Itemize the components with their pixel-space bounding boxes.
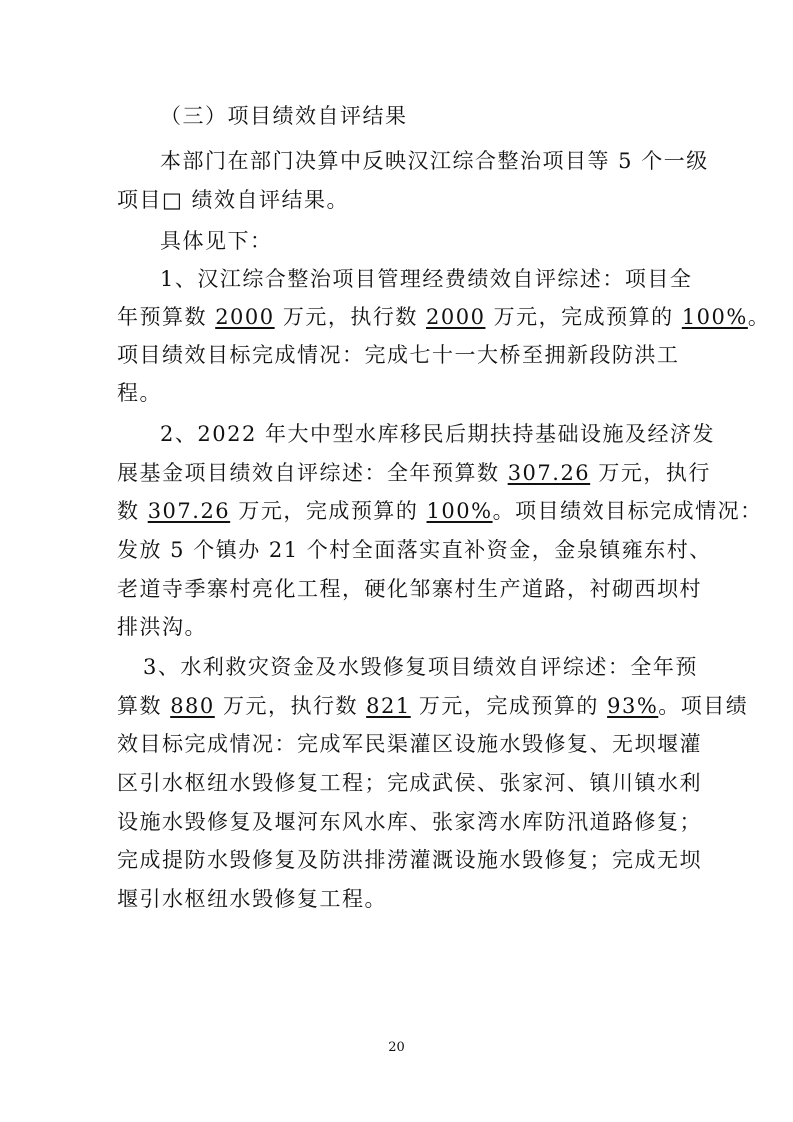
item2-line-3: [117, 496, 763, 526]
item2-line-2: [117, 458, 711, 488]
intro2-line: 具体见下：: [160, 229, 273, 253]
text: 万元，执行数: [274, 305, 426, 329]
item3-line-7: 堰引水枢纽水毁修复工程。: [117, 887, 387, 911]
item3-line-5: 设施水毁修复及堰河东风水库、张家湾水库防汛道路修复；: [117, 810, 702, 834]
executed-value: 821: [366, 694, 411, 718]
text: 展基金项目绩效自评综述：全年预算数: [117, 461, 508, 485]
intro-line-2: 项目□ 绩效自评结果。: [117, 188, 350, 212]
text: 万元，完成预算的: [230, 499, 427, 523]
text: 。项目绩: [658, 694, 749, 718]
text: 年预算数: [117, 305, 216, 329]
completion-rate: 93%: [607, 694, 659, 718]
item3-line-3: 效目标完成情况：完成军民渠灌区设施水毁修复、无坝堰灌: [117, 732, 702, 756]
budget-value: 2000: [215, 305, 275, 329]
text: 数: [117, 499, 148, 523]
item2-line-6: 排洪沟。: [117, 615, 207, 639]
executed-value: 307.26: [147, 499, 231, 523]
item1-line-3: 项目绩效目标完成情况：完成七十一大桥至拥新段防洪工: [117, 343, 680, 367]
budget-value: 880: [170, 694, 215, 718]
budget-value: 307.26: [507, 461, 591, 485]
text: 。项目绩效目标完成情况：: [492, 499, 763, 523]
item3-line-2: [117, 691, 749, 721]
item1-line-4: 程。: [117, 381, 162, 405]
section-heading: （三）项目绩效自评结果: [160, 104, 408, 128]
item1-line-1: 1、汉江综合整治项目管理经费绩效自评综述：项目全: [160, 267, 693, 291]
item1-line-2: [117, 302, 771, 332]
completion-rate: 100%: [426, 499, 493, 523]
item2-line-5: 老道寺季寨村亮化工程，硬化邹寨村生产道路，衬砌西坝村: [117, 577, 702, 601]
completion-rate: 100%: [681, 305, 748, 329]
intro-line-1: 本部门在部门决算中反映汉江综合整治项目等 5 个一级: [160, 149, 709, 173]
text: 万元，执行数: [214, 694, 367, 718]
item2-line-1: 2、2022 年大中型水库移民后期扶持基础设施及经济发: [160, 422, 715, 446]
text: 。: [747, 305, 771, 329]
text: 万元，执行: [590, 461, 711, 485]
item3-line-4: 区引水枢纽水毁修复工程；完成武侯、张家河、镇川镇水利: [117, 771, 702, 795]
item3-line-6: 完成提防水毁修复及防洪排涝灌溉设施水毁修复；完成无坝: [117, 848, 702, 872]
item3-line-1: 3、水利救灾资金及水毁修复项目绩效自评综述：全年预: [143, 655, 698, 679]
text: 万元，完成预算的: [410, 694, 608, 718]
text: 算数: [117, 694, 171, 718]
executed-value: 2000: [426, 305, 486, 329]
text: 万元，完成预算的: [485, 305, 682, 329]
page-number: 20: [388, 1040, 405, 1055]
item2-line-4: 发放 5 个镇办 21 个村全面落实直补资金，金泉镇雍东村、: [117, 538, 712, 562]
